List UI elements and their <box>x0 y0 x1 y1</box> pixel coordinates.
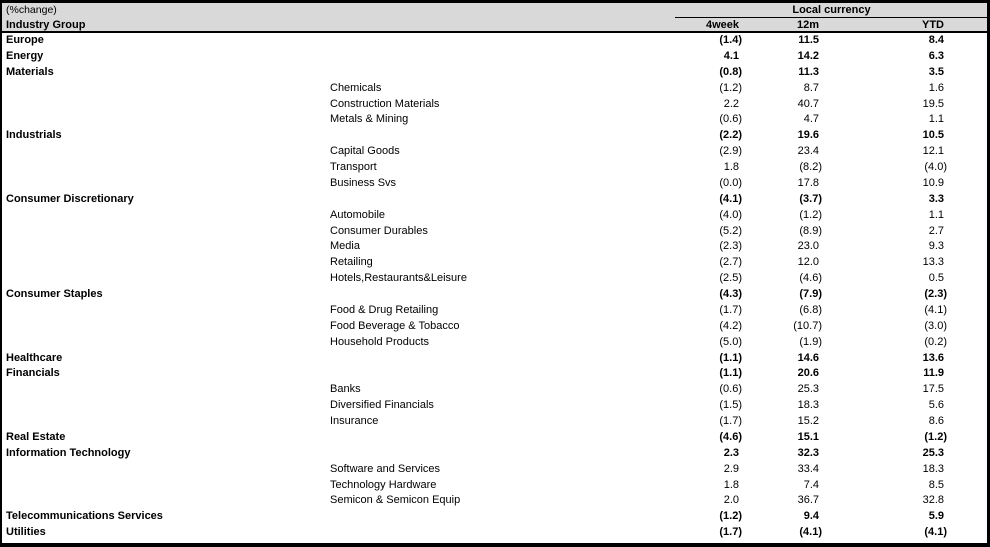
value-4week: (0.0) <box>719 176 742 189</box>
sub-industry-cell: Food & Drug Retailing <box>330 303 439 316</box>
value-ytd: 12.1 <box>922 145 944 158</box>
value-ytd: (2.3) <box>924 288 947 300</box>
industry-group-cell <box>2 462 327 478</box>
value-ytd: (4.1) <box>924 303 947 316</box>
value-ytd: 3.3 <box>928 192 944 205</box>
percent-change-label: (%change) <box>6 4 57 16</box>
value-12m: 36.7 <box>797 494 819 507</box>
sub-industry-cell: Capital Goods <box>330 145 400 158</box>
value-4week: (0.6) <box>719 383 742 396</box>
value-4week: (1.1) <box>719 367 742 380</box>
value-4week: (1.1) <box>719 351 742 364</box>
industry-group-cell: Consumer Discretionary <box>6 192 134 205</box>
sub-industry-cell: Diversified Financials <box>330 399 434 412</box>
table-row <box>2 382 987 398</box>
sub-industry-cell: Consumer Durables <box>330 224 428 237</box>
sub-industry-cell <box>327 446 662 462</box>
sub-industry-cell: Household Products <box>330 335 430 348</box>
sub-industry-cell <box>327 351 662 367</box>
sub-industry-cell: Automobile <box>330 208 386 221</box>
sub-industry-cell: Metals & Mining <box>330 113 409 126</box>
industry-group-cell <box>2 112 327 128</box>
value-12m: (3.7) <box>799 192 822 205</box>
value-4week: 2.3 <box>723 446 739 459</box>
table-row <box>2 271 987 287</box>
value-12m: 15.1 <box>797 430 819 443</box>
value-4week: 4.1 <box>723 49 739 62</box>
sub-industry-cell <box>327 287 662 303</box>
sub-industry-cell: Insurance <box>330 415 379 427</box>
table-row <box>2 224 987 240</box>
value-12m: 20.6 <box>797 367 819 380</box>
table-row <box>2 430 987 446</box>
value-12m: 4.7 <box>803 113 819 126</box>
sub-industry-cell: Business Svs <box>330 176 397 189</box>
table-row <box>2 81 987 97</box>
value-4week: 2.0 <box>723 494 739 507</box>
industry-group-cell <box>2 271 327 287</box>
value-ytd: 1.1 <box>928 113 944 126</box>
industry-group-cell <box>2 160 327 176</box>
value-ytd: (4.1) <box>924 526 947 539</box>
sub-industry-cell <box>327 49 662 65</box>
table-row <box>2 335 987 351</box>
sub-industry-cell: Software and Services <box>330 462 441 475</box>
sub-industry-cell: Media <box>330 240 360 253</box>
value-ytd: 1.6 <box>928 81 944 94</box>
value-12m: (10.7) <box>793 319 822 332</box>
table-row <box>2 112 987 128</box>
sub-industry-cell: Retailing <box>330 256 373 269</box>
industry-group-cell: Financials <box>6 367 60 380</box>
industry-group-cell <box>2 398 327 414</box>
value-4week: (0.6) <box>719 113 742 126</box>
industry-group-cell: Materials <box>6 65 54 78</box>
industry-group-cell <box>2 239 327 255</box>
table-row <box>2 128 987 144</box>
value-ytd: 8.4 <box>928 34 944 46</box>
value-12m: 14.6 <box>797 351 819 364</box>
sub-industry-cell: Food Beverage & Tobacco <box>330 319 460 332</box>
table-row <box>2 144 987 160</box>
value-4week: (2.2) <box>719 129 742 142</box>
table-row <box>2 65 987 81</box>
value-4week: (2.5) <box>719 272 742 285</box>
value-12m: 18.3 <box>797 399 819 412</box>
value-12m: (4.6) <box>799 272 822 285</box>
value-4week: (1.4) <box>719 34 742 46</box>
value-ytd: 10.5 <box>922 129 944 142</box>
table-row <box>2 319 987 335</box>
value-4week: (1.7) <box>719 526 742 539</box>
value-4week: 2.2 <box>723 97 739 110</box>
table-row <box>2 49 987 65</box>
value-ytd: (1.2) <box>924 430 947 443</box>
industry-group-cell: Information Technology <box>6 446 131 459</box>
value-12m: 11.3 <box>798 65 819 78</box>
value-4week: (4.6) <box>719 430 742 443</box>
value-ytd: 5.9 <box>928 510 944 523</box>
table-row <box>2 303 987 319</box>
sub-industry-cell: Construction Materials <box>330 97 440 110</box>
table-row <box>2 97 987 113</box>
value-4week: (1.2) <box>719 510 742 523</box>
sub-industry-cell: Banks <box>330 383 361 396</box>
value-12m: 8.7 <box>803 81 819 94</box>
value-4week: (5.2) <box>719 224 742 237</box>
value-ytd: 6.3 <box>928 49 944 62</box>
industry-group-cell <box>2 478 327 494</box>
value-ytd: 3.5 <box>928 65 944 78</box>
value-12m: 7.4 <box>803 478 819 491</box>
sub-industry-cell <box>327 65 662 81</box>
value-ytd: 25.3 <box>922 446 944 459</box>
table-row <box>2 255 987 271</box>
value-12m: 23.0 <box>797 240 819 253</box>
header-row-top <box>2 3 987 18</box>
value-ytd: 5.6 <box>928 399 944 412</box>
industry-group-header: Industry Group <box>6 19 86 31</box>
value-4week: (2.9) <box>719 145 742 158</box>
industry-group-cell: Telecommunications Services <box>6 510 163 523</box>
value-4week: (1.7) <box>719 415 742 427</box>
value-4week: (4.1) <box>719 192 742 205</box>
sub-industry-cell <box>327 192 662 208</box>
sub-industry-cell: Chemicals <box>330 81 382 94</box>
table-row <box>2 366 987 382</box>
table-row <box>2 462 987 478</box>
value-12m: 19.6 <box>797 129 819 142</box>
value-12m: 14.2 <box>797 49 819 62</box>
sub-industry-cell: Technology Hardware <box>330 478 437 491</box>
local-currency-label: Local currency <box>675 3 988 18</box>
value-12m: 12.0 <box>797 256 819 269</box>
value-ytd: 10.9 <box>922 176 944 189</box>
industry-group-cell <box>2 319 327 335</box>
value-12m: 32.3 <box>797 446 819 459</box>
value-12m: 25.3 <box>797 383 819 396</box>
table-row <box>2 192 987 208</box>
table-row <box>2 351 987 367</box>
column-header-ytd: YTD <box>922 19 944 31</box>
sub-industry-cell <box>327 33 662 49</box>
value-12m: (6.8) <box>799 303 822 316</box>
value-ytd: (4.0) <box>924 161 947 173</box>
value-ytd: (3.0) <box>924 319 947 332</box>
industry-group-cell: Industrials <box>6 129 62 142</box>
value-ytd: 2.7 <box>928 224 944 237</box>
value-12m: 17.8 <box>797 176 819 189</box>
table-header <box>2 3 987 33</box>
industry-group-cell <box>2 176 327 192</box>
sub-industry-cell: Hotels,Restaurants&Leisure <box>330 272 467 285</box>
industry-group-cell: Europe <box>6 34 44 46</box>
value-4week: 2.9 <box>723 462 739 475</box>
sub-industry-cell <box>327 366 662 382</box>
industry-group-cell <box>2 224 327 240</box>
value-4week: (2.7) <box>719 256 742 269</box>
industry-group-cell <box>2 382 327 398</box>
industry-group-cell: Utilities <box>6 526 46 539</box>
industry-group-cell <box>2 144 327 160</box>
industry-group-cell: Energy <box>6 49 44 62</box>
industry-group-cell <box>2 208 327 224</box>
table-row <box>2 493 987 509</box>
industry-group-cell: Consumer Staples <box>6 288 103 300</box>
column-header-12m: 12m <box>796 19 819 31</box>
value-4week: (0.8) <box>719 65 742 78</box>
header-row-columns <box>2 18 987 33</box>
value-ytd: 9.3 <box>928 240 944 253</box>
value-12m: (4.1) <box>799 526 822 539</box>
value-12m: (1.9) <box>799 335 822 348</box>
table-row <box>2 160 987 176</box>
value-12m: 40.7 <box>797 97 819 110</box>
table-row <box>2 176 987 192</box>
table-row <box>2 414 987 430</box>
table-row <box>2 208 987 224</box>
value-4week: (5.0) <box>719 335 742 348</box>
industry-group-cell <box>2 493 327 509</box>
industry-group-cell: Healthcare <box>6 351 63 364</box>
value-ytd: 18.3 <box>922 462 944 475</box>
value-ytd: 13.6 <box>922 351 944 364</box>
column-header-4week: 4week <box>705 19 739 31</box>
table-row <box>2 33 987 49</box>
industry-group-cell <box>2 414 327 430</box>
value-4week: (1.2) <box>719 81 742 94</box>
value-ytd: (0.2) <box>924 335 947 348</box>
sub-industry-cell <box>327 509 662 525</box>
value-ytd: 8.5 <box>928 478 944 491</box>
value-ytd: 0.5 <box>928 272 944 285</box>
sub-industry-cell: Transport <box>330 161 377 173</box>
value-4week: 1.8 <box>723 161 739 173</box>
value-12m: 23.4 <box>797 145 819 158</box>
value-12m: 9.4 <box>803 510 819 523</box>
table-row <box>2 478 987 494</box>
table-row <box>2 287 987 303</box>
value-4week: (1.5) <box>719 399 742 412</box>
value-ytd: 1.1 <box>928 208 944 221</box>
value-12m: 15.2 <box>797 415 819 427</box>
value-12m: (7.9) <box>799 288 822 300</box>
value-12m: (1.2) <box>799 208 822 221</box>
sub-industry-cell <box>327 525 662 541</box>
sub-industry-cell <box>327 128 662 144</box>
value-ytd: 19.5 <box>922 97 944 110</box>
value-ytd: 11.9 <box>923 367 944 380</box>
sub-industry-header <box>327 18 662 33</box>
value-ytd: 32.8 <box>922 494 944 507</box>
value-12m: 33.4 <box>797 462 819 475</box>
table-row <box>2 398 987 414</box>
table-row <box>2 446 987 462</box>
industry-group-cell: Real Estate <box>6 430 66 443</box>
value-12m: (8.9) <box>799 224 822 237</box>
table-body <box>2 33 987 541</box>
industry-group-cell <box>2 335 327 351</box>
value-4week: 1.8 <box>723 478 739 491</box>
industry-group-cell <box>2 97 327 113</box>
value-ytd: 13.3 <box>922 256 944 269</box>
value-4week: (2.3) <box>719 240 742 253</box>
value-4week: (4.3) <box>719 288 742 300</box>
value-4week: (1.7) <box>719 303 742 316</box>
value-12m: (8.2) <box>799 161 822 173</box>
value-4week: (4.0) <box>719 208 742 221</box>
industry-group-cell <box>2 255 327 271</box>
table-row <box>2 525 987 541</box>
value-12m: 11.5 <box>798 34 819 46</box>
table-row <box>2 509 987 525</box>
table-row <box>2 239 987 255</box>
sub-industry-cell <box>327 430 662 446</box>
industry-group-cell <box>2 81 327 97</box>
value-ytd: 17.5 <box>922 383 944 396</box>
value-4week: (4.2) <box>719 319 742 332</box>
industry-group-cell <box>2 303 327 319</box>
value-ytd: 8.6 <box>928 415 944 427</box>
sub-industry-cell: Semicon & Semicon Equip <box>330 494 461 507</box>
